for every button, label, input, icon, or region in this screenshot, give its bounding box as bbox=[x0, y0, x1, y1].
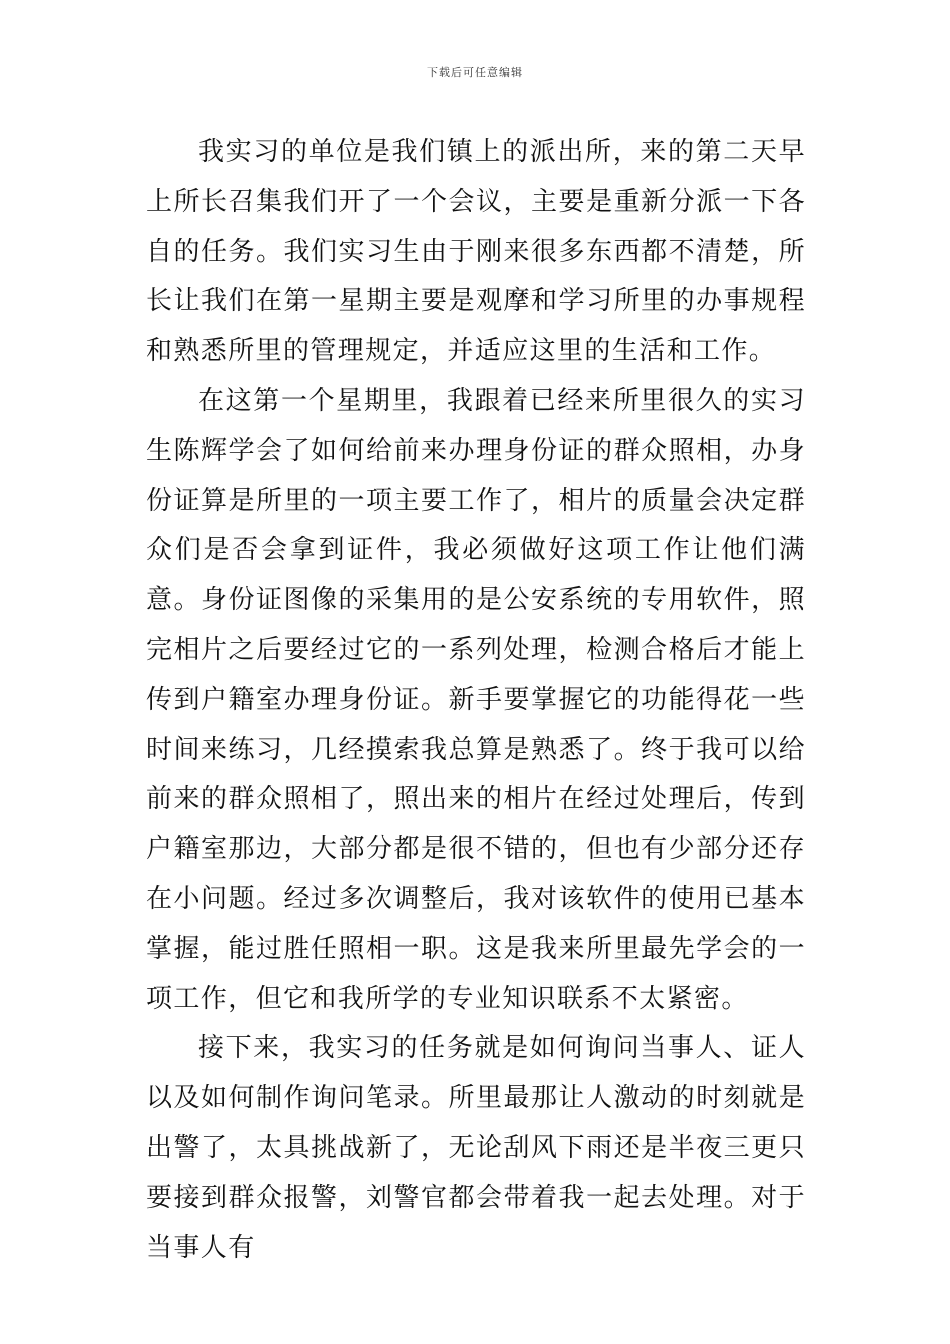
document-body bbox=[146, 128, 806, 1273]
paragraph-1: 我实习的单位是我们镇上的派出所，来的第二天早上所长召集我们开了一个会议，主要是重新分派一下各自的任务。我们实习生由于刚来很多东西都不清楚，所长让我们在第一星期主要是观摩和学习所里的办事规程和熟悉所里的管理规定，并适应这里的生活和工作。 bbox=[146, 137, 806, 367]
page-header-note: 下载后可任意编辑 bbox=[427, 66, 523, 79]
paragraph-2: 在这第一个星期里，我跟着已经来所里很久的实习生陈辉学会了如何给前来办理身份证的群众照相，办身份证算是所里的一项主要工作了，相片的质量会决定群众们是否会拿到证件，我必须做好这项工作让他们满意。身份证图像的采集用的是公安系统的专用软件，照完相片之后要经过它的一系列处理，检测合格后才能上传到户籍室办理身份证。新手要掌握它的功能得花一些时间来练习，几经摸索我总算是熟悉了。终于我可以给前来的群众照相了，照出来的相片在经过处理后，传到户籍室那边，大部分都是很不错的，但也有少部分还存在小问题。经过多次调整后，我对该软件的使用已基本掌握，能过胜任照相一职。这是我来所里最先学会的一项工作，但它和我所学的专业知识联系不太紧密。 bbox=[146, 385, 806, 1014]
paragraph-3: 接下来，我实习的任务就是如何询问当事人、证人以及如何制作询问笔录。所里最那让人激动的时刻就是出警了，太具挑战新了，无论刮风下雨还是半夜三更只要接到群众报警，刘警官都会带着我一起去处理。对于当事人有 bbox=[146, 1033, 806, 1263]
